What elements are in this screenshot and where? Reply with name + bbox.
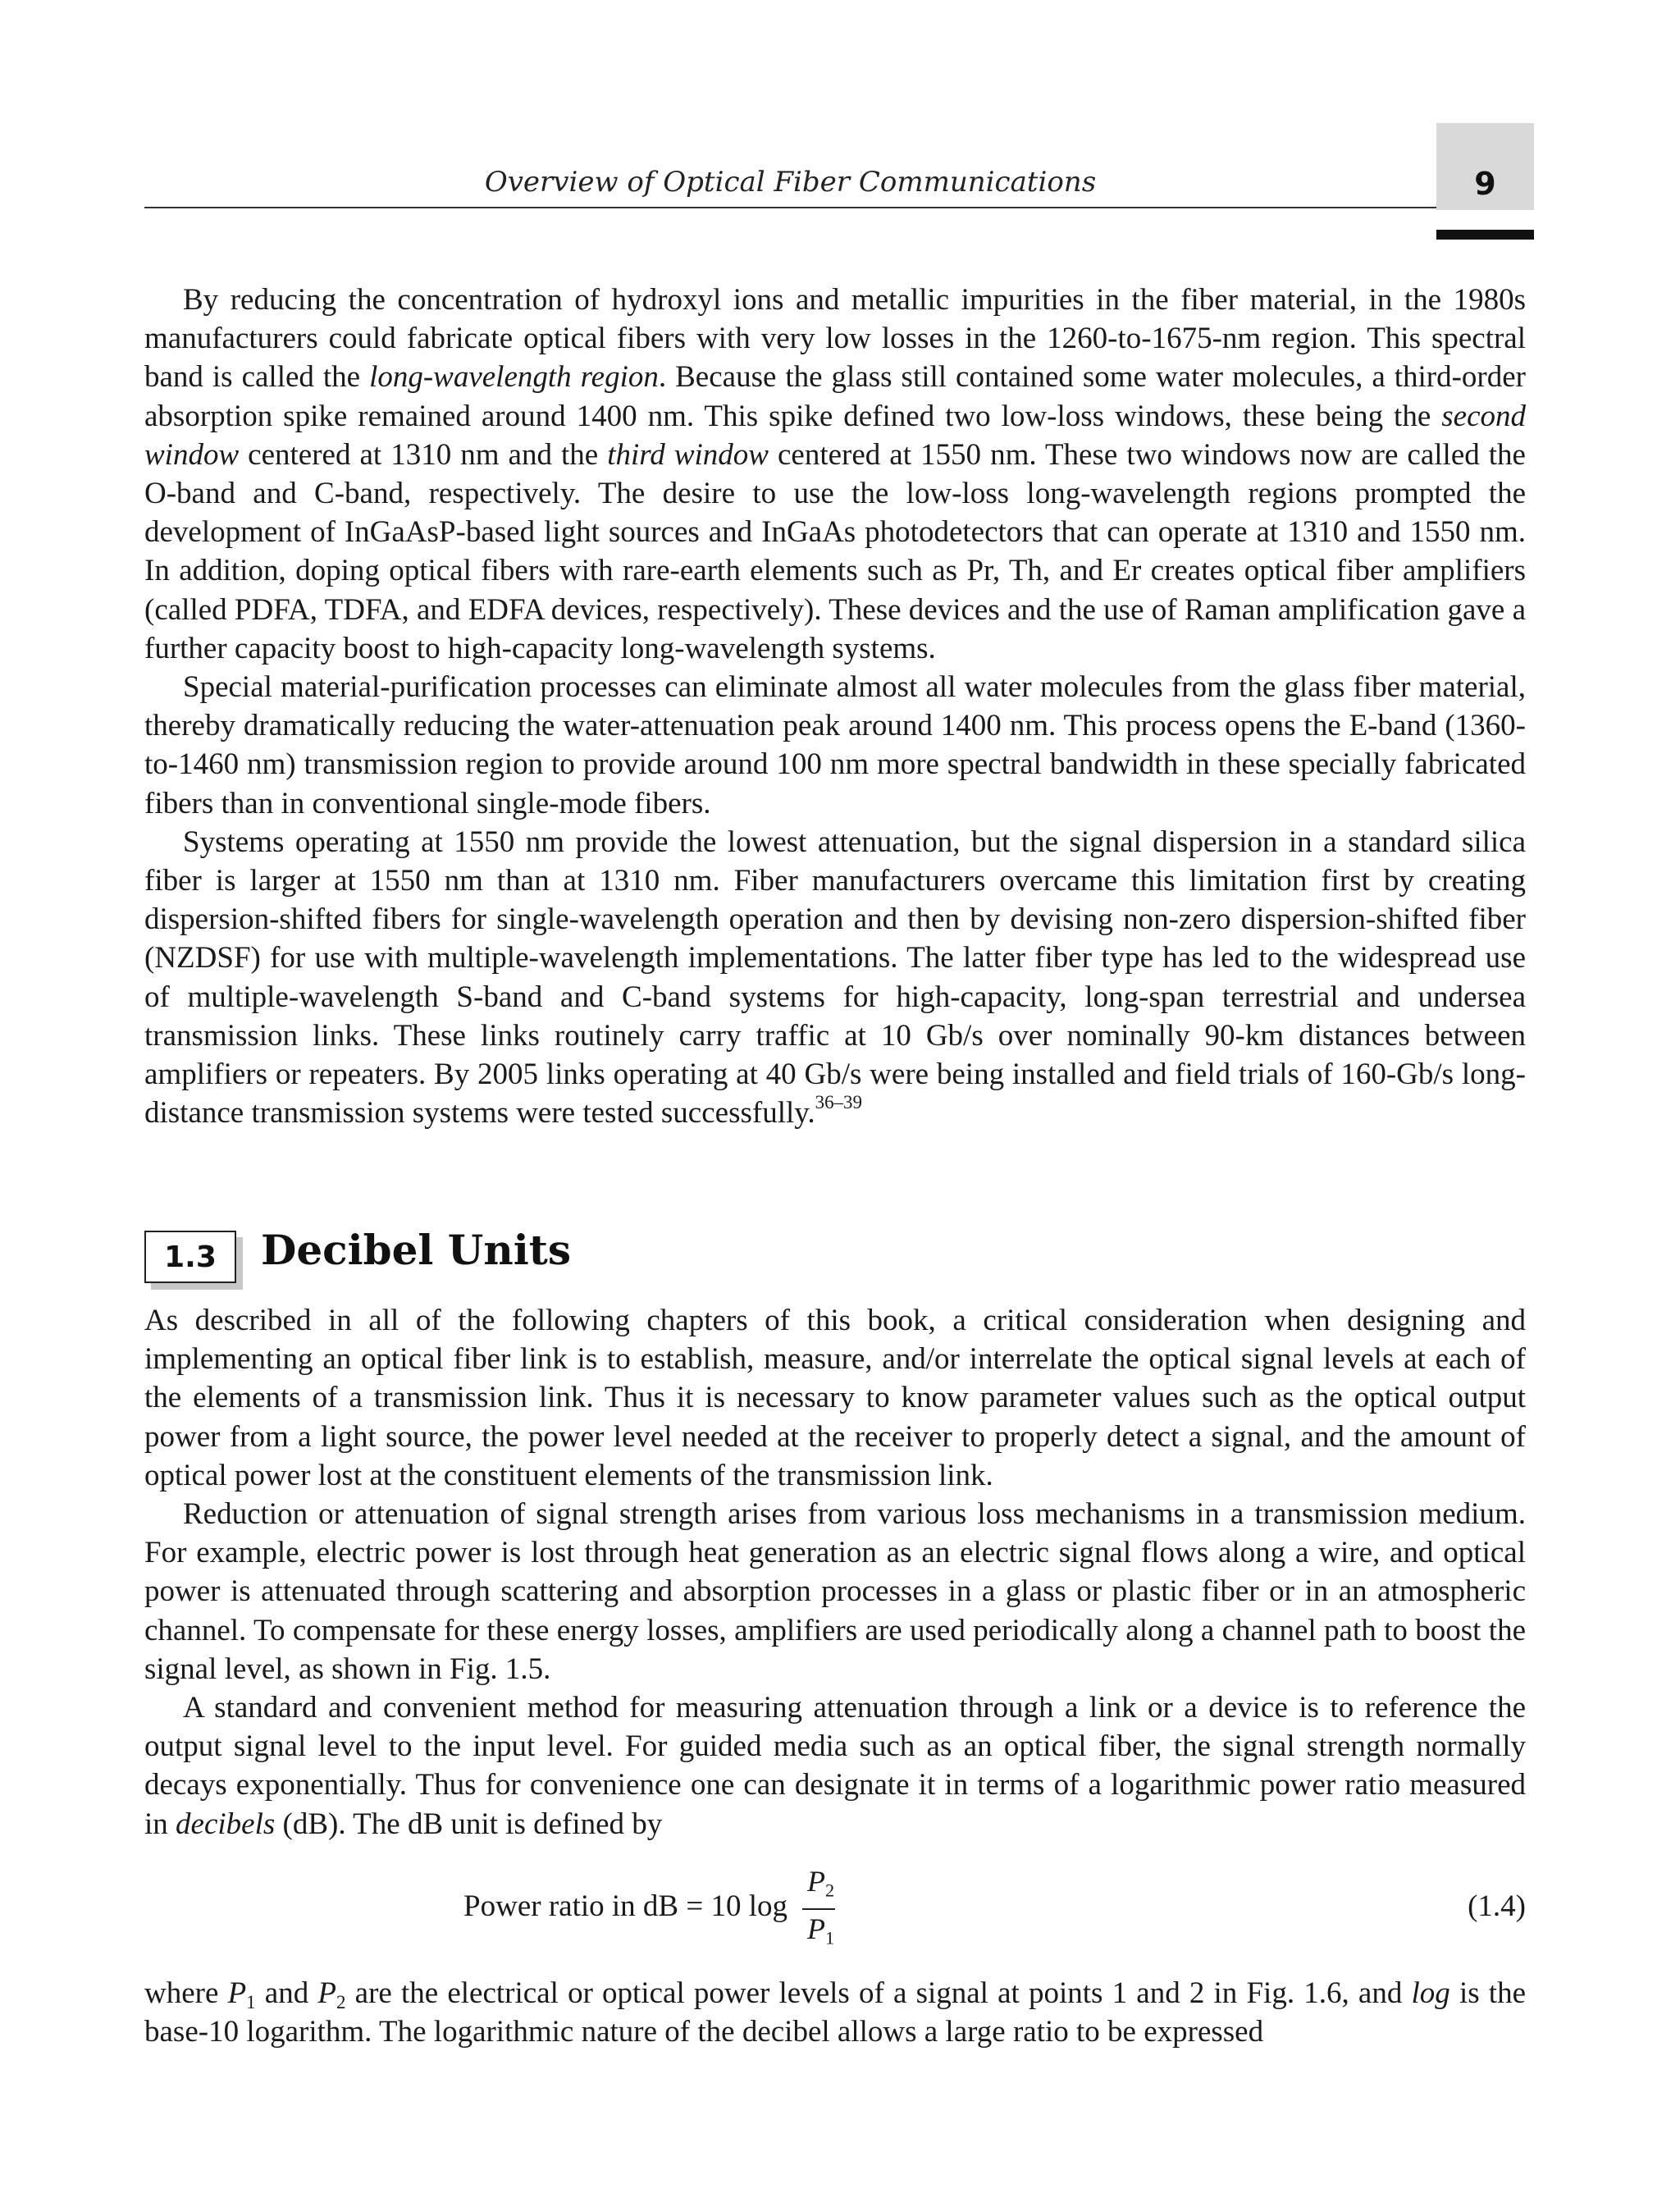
paragraph: Special material-purification processes can eliminate almost all water molecules from the glass fiber material, thereby dramatically reducing the water-attenuation peak around 1400 nm. This process opens the E-band (1360-to-1460 nm) transmission region to provide around 100 nm more spectral bandwidth in these specially fabricated fibers than in conventional single-mode fibers. [144,670,1526,820]
body-text-block-2 [144,1301,1526,1843]
paragraph: As described in all of the following chapters of this book, a critical consideration when designing and implementing an optical fiber link is to establish, measure, and/or interrelate the optical signal levels at each of the elements of a transmission link. Thus it is necessary to know parameter values such as the optical output power from a light source, the power level needed at the receiver to properly detect a signal, and the amount of optical power lost at the constituent elements of the transmission link. [144,1304,1526,1492]
section-heading [144,1226,1129,1288]
reference-superscript: 36–39 [815,1092,862,1113]
page-number-box [1436,123,1534,210]
body-text-block-3 [144,1974,1526,2051]
body-text-block-1 [144,281,1526,1132]
equation-lhs: Power ratio in dB = 10 log [463,1889,788,1923]
section-number: 1.3 [164,1240,217,1274]
section-number-box [144,1231,236,1283]
page-number-bar [1436,230,1534,240]
header-rule [144,207,1436,208]
paragraph: where $P_1$ and $P_2$ are the electrical or optical power levels of a signal at points 1 and 2 in Fig. 1.6, and log is the base-10 logarithm. The logarithmic nature of the decibel allows a large ratio to be expressed [144,1976,1526,2049]
paragraph: Systems operating at 1550 nm provide the lowest attenuation, but the signal dispersion in a standard silica fiber is larger at 1550 nm than at 1310 nm. Fiber manufacturers overcame this limitation first by creating dispersion-shifted fibers for single-wavelength operation and then by devising non-zero dispersion-shifted fiber (NZDSF) for use with multiple-wavelength implementations. The latter fiber type has led to the widespread use of multiple-wavelength S-band and C-band systems for high-capacity, long-span terrestrial and undersea transmission links. These links routinely carry traffic at 10 Gb/s over nominally 90-km distances between amplifiers or repeaters. By 2005 links operating at 40 Gb/s were being installed and field trials of 160-Gb/s long-distance transmission systems were tested successfully.$^{36-39}$ [144,825,1526,1131]
term-second-window: second window [144,399,1526,472]
paragraph: A standard and convenient method for measuring attenuation through a link or a device is to reference the output signal level to the input level. For guided media such as an optical fiber, the signal strength normally decays exponentially. Thus for convenience one can designate it in terms of a logarithmic power ratio measured in decibels (dB). The dB unit is defined by [144,1691,1526,1841]
running-header [144,123,1534,210]
term-long-wavelength-region: long-wavelength region [369,360,659,395]
running-title: Overview of Optical Fiber Communications [484,166,1097,199]
paragraph: By reducing the concentration of hydroxyl ions and metallic impurities in the fiber material, in the 1980s manufacturers could fabricate optical fibers with very low losses in the 1260-to-1675-nm region. This spectral band is called the long-wavelength region. Because the glass still contained some water molecules, a third-order absorption spike remained around 1400 nm. This spike defined two low-loss windows, these being the second window centered at 1310 nm and the third window centered at 1550 nm. These two windows now are called the O-band and C-band, respectively. The desire to use the low-loss long-wavelength regions prompted the development of InGaAsP-based light sources and InGaAs photodetectors that can operate at 1310 and 1550 nm. In addition, doping optical fibers with rare-earth elements such as Pr, Th, and Er creates optical fiber amplifiers (called PDFA, TDFA, and EDFA devices, respectively). These devices and the use of Raman amplification gave a further capacity boost to high-capacity long-wavelength systems. [144,283,1526,665]
term-log: log [1411,1976,1450,2010]
fraction-bar [802,1908,835,1910]
term-decibels: decibels [176,1807,276,1841]
fraction-numerator: $P_2$ [807,1865,835,1901]
section-title: Decibel Units [261,1226,571,1274]
page-number: 9 [1474,166,1496,202]
equation-1-4 [144,1857,1526,1961]
paragraph: Reduction or attenuation of signal strength arises from various loss mechanisms in a transmission medium. For example, electric power is lost through heat generation as an electric signal flows along a wire, and optical power is attenuated through scattering and absorption processes in a glass or plastic fiber or in an atmospheric channel. To compensate for these energy losses, amplifiers are used periodically along a channel path to boost the signal level, as shown in Fig. 1.5. [144,1497,1526,1686]
equation-number: (1.4) [1468,1889,1526,1923]
fraction-denominator: $P_1$ [807,1912,835,1948]
term-third-window: third window [607,437,769,472]
